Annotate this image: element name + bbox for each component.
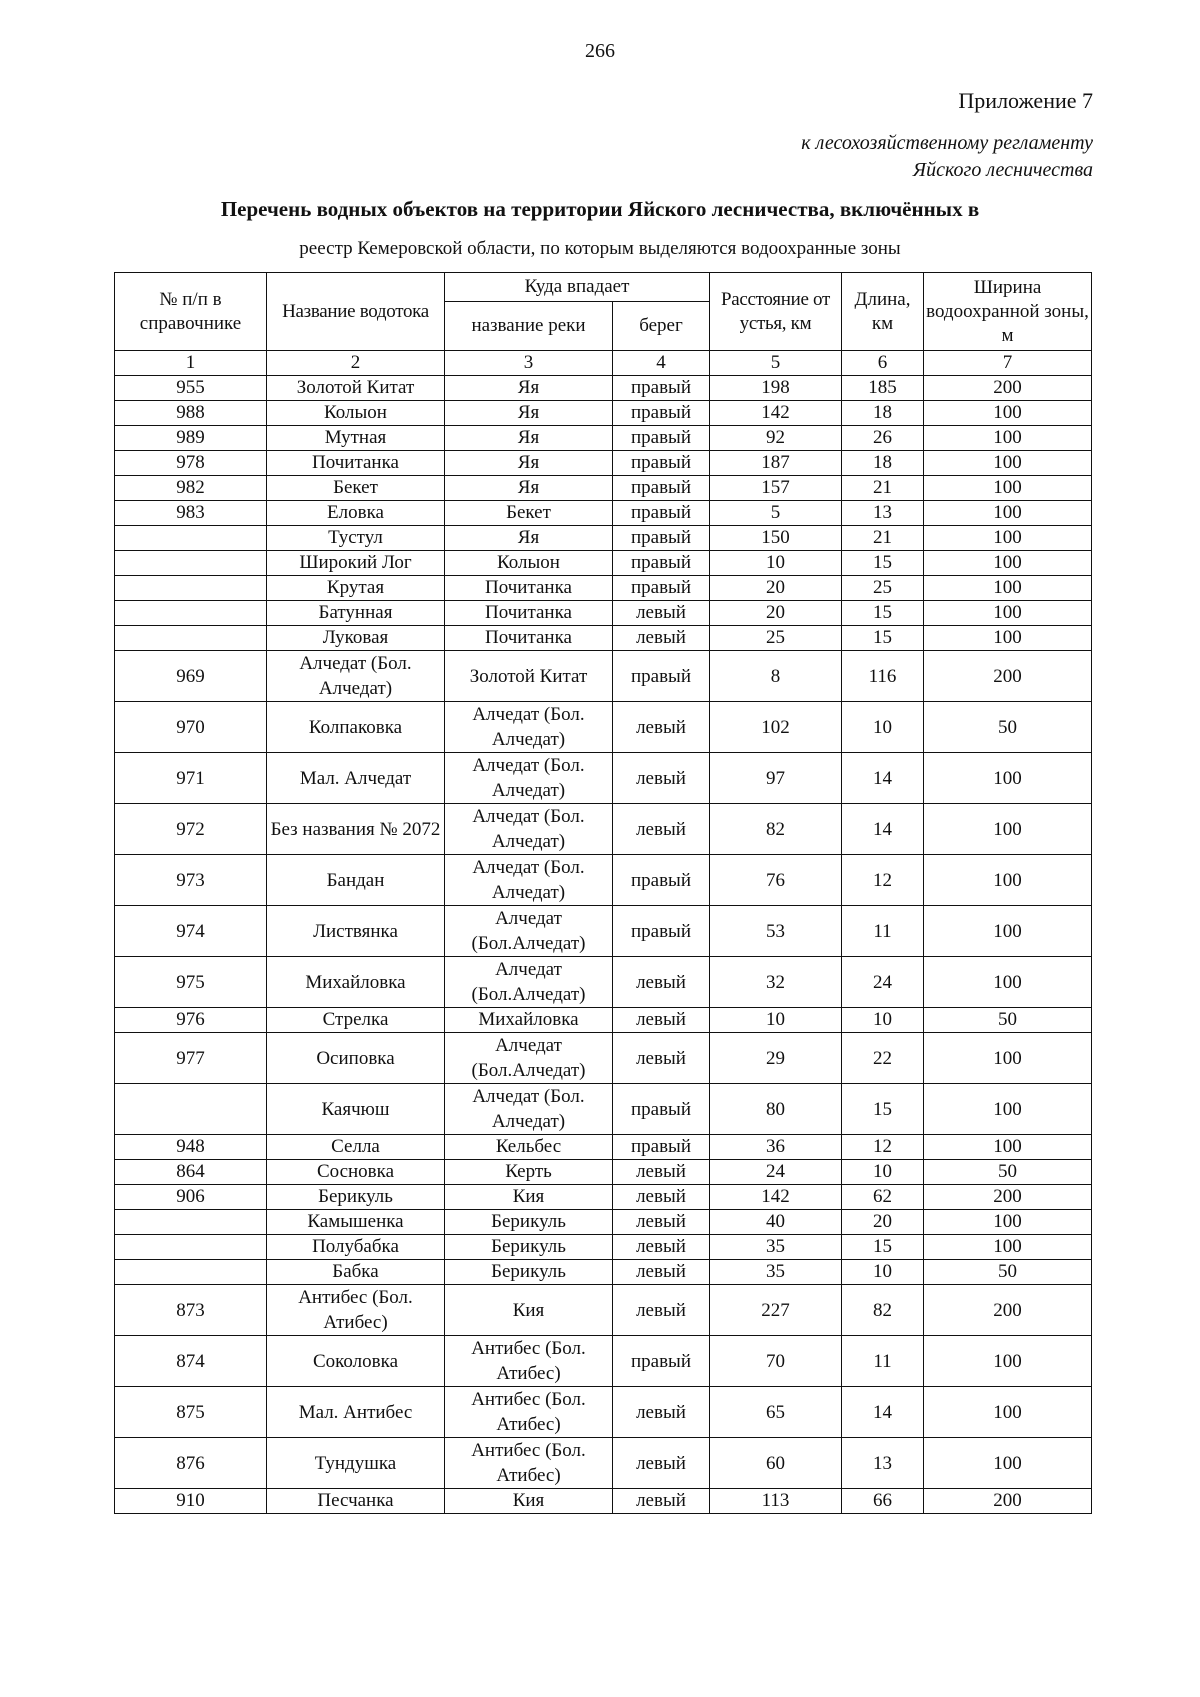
cell-bank: левый — [613, 1185, 710, 1210]
cell-zone-width: 100 — [924, 1033, 1092, 1084]
cell-name: Каячюш — [267, 1084, 445, 1135]
cell-zone-width: 100 — [924, 855, 1092, 906]
cell-name: Мал. Антибес — [267, 1387, 445, 1438]
cell-name: Селла — [267, 1135, 445, 1160]
cell-number: 972 — [115, 804, 267, 855]
cell-length: 15 — [842, 1084, 924, 1135]
cell-bank: левый — [613, 804, 710, 855]
table-row — [115, 1260, 1092, 1285]
cell-distance: 227 — [710, 1285, 842, 1336]
table-row — [115, 1336, 1092, 1387]
cell-number: 982 — [115, 476, 267, 501]
cell-bank: левый — [613, 1008, 710, 1033]
cell-length: 24 — [842, 957, 924, 1008]
cell-distance: 35 — [710, 1260, 842, 1285]
table-row — [115, 855, 1092, 906]
cell-bank: правый — [613, 1336, 710, 1387]
cell-zone-width: 200 — [924, 1489, 1092, 1514]
cell-river: Яя — [445, 401, 613, 426]
cell-river: Антибес (Бол. Атибес) — [445, 1336, 613, 1387]
cell-name: Камышенка — [267, 1210, 445, 1235]
regulation-line-1: к лесохозяйственному регламенту — [801, 132, 1093, 154]
cell-bank: правый — [613, 1135, 710, 1160]
cell-name: Листвянка — [267, 906, 445, 957]
table-row — [115, 1387, 1092, 1438]
cell-length: 15 — [842, 551, 924, 576]
water-bodies-table — [114, 272, 1092, 1514]
cell-river: Кия — [445, 1285, 613, 1336]
cell-distance: 10 — [710, 551, 842, 576]
cell-zone-width: 100 — [924, 1135, 1092, 1160]
cell-bank: правый — [613, 651, 710, 702]
cell-bank: правый — [613, 426, 710, 451]
cell-zone-width: 100 — [924, 1210, 1092, 1235]
cell-name: Колыон — [267, 401, 445, 426]
cell-zone-width: 100 — [924, 601, 1092, 626]
table-row — [115, 376, 1092, 401]
cell-length: 18 — [842, 401, 924, 426]
column-number: 7 — [924, 351, 1092, 376]
cell-bank: левый — [613, 1260, 710, 1285]
cell-name: Мутная — [267, 426, 445, 451]
cell-name: Золотой Китат — [267, 376, 445, 401]
cell-zone-width: 100 — [924, 957, 1092, 1008]
table-row — [115, 1160, 1092, 1185]
cell-distance: 8 — [710, 651, 842, 702]
cell-river: Кия — [445, 1185, 613, 1210]
column-number: 3 — [445, 351, 613, 376]
cell-zone-width: 100 — [924, 804, 1092, 855]
cell-distance: 187 — [710, 451, 842, 476]
cell-number: 875 — [115, 1387, 267, 1438]
cell-length: 82 — [842, 1285, 924, 1336]
cell-zone-width: 200 — [924, 651, 1092, 702]
cell-name: Тустул — [267, 526, 445, 551]
cell-number: 948 — [115, 1135, 267, 1160]
cell-number — [115, 1260, 267, 1285]
table-row — [115, 1084, 1092, 1135]
regulation-reference — [801, 130, 1093, 184]
cell-bank: левый — [613, 957, 710, 1008]
cell-distance: 40 — [710, 1210, 842, 1235]
cell-number: 974 — [115, 906, 267, 957]
cell-name: Тундушка — [267, 1438, 445, 1489]
cell-distance: 10 — [710, 1008, 842, 1033]
cell-river: Яя — [445, 426, 613, 451]
cell-length: 66 — [842, 1489, 924, 1514]
header-name: Название водотока — [267, 273, 445, 351]
cell-length: 13 — [842, 1438, 924, 1489]
table-row — [115, 426, 1092, 451]
header-zone-width: Ширина водоохранной зоны, м — [924, 273, 1092, 351]
cell-distance: 198 — [710, 376, 842, 401]
cell-river: Колыон — [445, 551, 613, 576]
cell-bank: правый — [613, 476, 710, 501]
cell-number — [115, 576, 267, 601]
cell-bank: левый — [613, 1210, 710, 1235]
cell-number — [115, 551, 267, 576]
cell-length: 25 — [842, 576, 924, 601]
cell-name: Берикуль — [267, 1185, 445, 1210]
cell-distance: 36 — [710, 1135, 842, 1160]
table-row — [115, 551, 1092, 576]
cell-number: 989 — [115, 426, 267, 451]
cell-distance: 35 — [710, 1235, 842, 1260]
cell-length: 26 — [842, 426, 924, 451]
cell-distance: 32 — [710, 957, 842, 1008]
cell-number: 988 — [115, 401, 267, 426]
cell-zone-width: 100 — [924, 401, 1092, 426]
cell-distance: 60 — [710, 1438, 842, 1489]
cell-bank: левый — [613, 1387, 710, 1438]
cell-distance: 142 — [710, 1185, 842, 1210]
column-numbers-row — [115, 351, 1092, 376]
column-number: 4 — [613, 351, 710, 376]
cell-name: Без названия № 2072 — [267, 804, 445, 855]
cell-river: Алчедат (Бол.Алчедат) — [445, 957, 613, 1008]
cell-zone-width: 200 — [924, 1285, 1092, 1336]
cell-bank: правый — [613, 401, 710, 426]
cell-distance: 82 — [710, 804, 842, 855]
cell-name: Антибес (Бол. Атибес) — [267, 1285, 445, 1336]
cell-river: Алчедат (Бол. Алчедат) — [445, 753, 613, 804]
cell-number: 975 — [115, 957, 267, 1008]
cell-bank: левый — [613, 1489, 710, 1514]
cell-distance: 113 — [710, 1489, 842, 1514]
cell-bank: левый — [613, 1160, 710, 1185]
cell-river: Кельбес — [445, 1135, 613, 1160]
cell-length: 10 — [842, 1008, 924, 1033]
cell-zone-width: 100 — [924, 476, 1092, 501]
cell-name: Крутая — [267, 576, 445, 601]
table-row — [115, 651, 1092, 702]
cell-zone-width: 100 — [924, 501, 1092, 526]
cell-bank: правый — [613, 576, 710, 601]
cell-river: Яя — [445, 376, 613, 401]
table-row — [115, 1185, 1092, 1210]
cell-river: Алчедат (Бол. Алчедат) — [445, 855, 613, 906]
cell-bank: левый — [613, 753, 710, 804]
cell-zone-width: 50 — [924, 1008, 1092, 1033]
cell-distance: 20 — [710, 576, 842, 601]
cell-number: 983 — [115, 501, 267, 526]
document-title: Перечень водных объектов на территории Яйского лесничества, включённых в — [220, 197, 980, 221]
cell-zone-width: 100 — [924, 576, 1092, 601]
table-row — [115, 601, 1092, 626]
cell-number — [115, 626, 267, 651]
cell-zone-width: 100 — [924, 551, 1092, 576]
cell-length: 12 — [842, 855, 924, 906]
cell-length: 185 — [842, 376, 924, 401]
cell-number: 977 — [115, 1033, 267, 1084]
cell-river: Алчедат (Бол.Алчедат) — [445, 1033, 613, 1084]
cell-number: 874 — [115, 1336, 267, 1387]
cell-zone-width: 100 — [924, 451, 1092, 476]
cell-length: 62 — [842, 1185, 924, 1210]
cell-river: Берикуль — [445, 1260, 613, 1285]
column-number: 1 — [115, 351, 267, 376]
cell-name: Батунная — [267, 601, 445, 626]
cell-number: 978 — [115, 451, 267, 476]
cell-zone-width: 100 — [924, 906, 1092, 957]
cell-number: 973 — [115, 855, 267, 906]
table-row — [115, 906, 1092, 957]
table-row — [115, 501, 1092, 526]
cell-name: Колпаковка — [267, 702, 445, 753]
cell-name: Бандан — [267, 855, 445, 906]
cell-distance: 29 — [710, 1033, 842, 1084]
cell-name: Михайловка — [267, 957, 445, 1008]
header-bank: берег — [613, 302, 710, 351]
cell-distance: 76 — [710, 855, 842, 906]
cell-length: 14 — [842, 753, 924, 804]
cell-distance: 5 — [710, 501, 842, 526]
cell-river: Яя — [445, 526, 613, 551]
cell-river: Яя — [445, 451, 613, 476]
cell-river: Алчедат (Бол.Алчедат) — [445, 906, 613, 957]
cell-number: 955 — [115, 376, 267, 401]
page-number: 266 — [585, 40, 615, 62]
cell-name: Мал. Алчедат — [267, 753, 445, 804]
cell-river: Алчедат (Бол. Алчедат) — [445, 702, 613, 753]
cell-name: Стрелка — [267, 1008, 445, 1033]
cell-length: 10 — [842, 1260, 924, 1285]
cell-bank: правый — [613, 376, 710, 401]
table-row — [115, 476, 1092, 501]
cell-bank: правый — [613, 501, 710, 526]
cell-number — [115, 1235, 267, 1260]
table-row — [115, 1210, 1092, 1235]
regulation-line-2: Яйского лесничества — [912, 159, 1093, 181]
table-row — [115, 1135, 1092, 1160]
cell-number — [115, 1084, 267, 1135]
cell-distance: 80 — [710, 1084, 842, 1135]
cell-length: 15 — [842, 626, 924, 651]
cell-length: 18 — [842, 451, 924, 476]
cell-river: Почитанка — [445, 626, 613, 651]
cell-distance: 142 — [710, 401, 842, 426]
cell-distance: 25 — [710, 626, 842, 651]
cell-bank: правый — [613, 526, 710, 551]
table-row — [115, 576, 1092, 601]
cell-river: Золотой Китат — [445, 651, 613, 702]
cell-bank: правый — [613, 1084, 710, 1135]
cell-length: 21 — [842, 526, 924, 551]
table-row — [115, 401, 1092, 426]
cell-river: Михайловка — [445, 1008, 613, 1033]
cell-river: Берикуль — [445, 1235, 613, 1260]
cell-number: 864 — [115, 1160, 267, 1185]
table-row — [115, 1008, 1092, 1033]
cell-number: 976 — [115, 1008, 267, 1033]
header-distance: Расстояние от устья, км — [710, 273, 842, 351]
cell-zone-width: 200 — [924, 1185, 1092, 1210]
cell-number: 906 — [115, 1185, 267, 1210]
cell-distance: 24 — [710, 1160, 842, 1185]
cell-distance: 92 — [710, 426, 842, 451]
table-row — [115, 1235, 1092, 1260]
cell-number — [115, 1210, 267, 1235]
table-body — [115, 376, 1092, 1514]
table-row — [115, 626, 1092, 651]
cell-name: Осиповка — [267, 1033, 445, 1084]
cell-river: Берикуль — [445, 1210, 613, 1235]
column-number: 2 — [267, 351, 445, 376]
table-row — [115, 1489, 1092, 1514]
cell-length: 11 — [842, 906, 924, 957]
cell-river: Яя — [445, 476, 613, 501]
cell-distance: 97 — [710, 753, 842, 804]
cell-number — [115, 601, 267, 626]
cell-length: 15 — [842, 1235, 924, 1260]
cell-name: Алчедат (Бол. Алчедат) — [267, 651, 445, 702]
header-number: № п/п в справочнике — [115, 273, 267, 351]
cell-zone-width: 100 — [924, 753, 1092, 804]
cell-name: Еловка — [267, 501, 445, 526]
cell-length: 14 — [842, 804, 924, 855]
column-number: 5 — [710, 351, 842, 376]
cell-name: Луковая — [267, 626, 445, 651]
cell-distance: 102 — [710, 702, 842, 753]
document-subtitle: реестр Кемеровской области, по которым выделяются водоохранные зоны — [299, 238, 901, 259]
cell-zone-width: 100 — [924, 1084, 1092, 1135]
cell-number: 970 — [115, 702, 267, 753]
cell-zone-width: 50 — [924, 702, 1092, 753]
table-row — [115, 1285, 1092, 1336]
cell-river: Почитанка — [445, 576, 613, 601]
cell-river: Алчедат (Бол. Алчедат) — [445, 804, 613, 855]
table-row — [115, 804, 1092, 855]
cell-river: Почитанка — [445, 601, 613, 626]
cell-zone-width: 100 — [924, 1438, 1092, 1489]
cell-distance: 150 — [710, 526, 842, 551]
cell-bank: левый — [613, 601, 710, 626]
cell-number: 876 — [115, 1438, 267, 1489]
cell-river: Бекет — [445, 501, 613, 526]
cell-length: 15 — [842, 601, 924, 626]
cell-zone-width: 100 — [924, 1235, 1092, 1260]
table-row — [115, 526, 1092, 551]
cell-name: Сосновка — [267, 1160, 445, 1185]
cell-river: Антибес (Бол. Атибес) — [445, 1438, 613, 1489]
cell-zone-width: 200 — [924, 376, 1092, 401]
cell-name: Широкий Лог — [267, 551, 445, 576]
cell-distance: 157 — [710, 476, 842, 501]
cell-name: Соколовка — [267, 1336, 445, 1387]
cell-zone-width: 100 — [924, 626, 1092, 651]
cell-bank: правый — [613, 855, 710, 906]
cell-length: 20 — [842, 1210, 924, 1235]
table-row — [115, 702, 1092, 753]
cell-name: Полубабка — [267, 1235, 445, 1260]
cell-bank: правый — [613, 551, 710, 576]
table-row — [115, 1033, 1092, 1084]
cell-zone-width: 100 — [924, 426, 1092, 451]
cell-number: 971 — [115, 753, 267, 804]
cell-length: 13 — [842, 501, 924, 526]
cell-bank: левый — [613, 1285, 710, 1336]
cell-bank: левый — [613, 702, 710, 753]
cell-name: Почитанка — [267, 451, 445, 476]
header-inflow: Куда впадает — [445, 273, 710, 302]
cell-river: Антибес (Бол. Атибес) — [445, 1387, 613, 1438]
header-river: название реки — [445, 302, 613, 351]
cell-river: Керть — [445, 1160, 613, 1185]
cell-name: Бабка — [267, 1260, 445, 1285]
cell-distance: 53 — [710, 906, 842, 957]
cell-bank: левый — [613, 626, 710, 651]
cell-zone-width: 100 — [924, 1336, 1092, 1387]
cell-name: Бекет — [267, 476, 445, 501]
cell-bank: левый — [613, 1438, 710, 1489]
cell-zone-width: 50 — [924, 1160, 1092, 1185]
cell-distance: 70 — [710, 1336, 842, 1387]
cell-number: 969 — [115, 651, 267, 702]
table-row — [115, 957, 1092, 1008]
cell-river: Алчедат (Бол. Алчедат) — [445, 1084, 613, 1135]
cell-bank: левый — [613, 1033, 710, 1084]
cell-length: 116 — [842, 651, 924, 702]
table-row — [115, 1438, 1092, 1489]
cell-number: 910 — [115, 1489, 267, 1514]
table-row — [115, 451, 1092, 476]
header-length: Длина, км — [842, 273, 924, 351]
cell-length: 12 — [842, 1135, 924, 1160]
cell-number: 873 — [115, 1285, 267, 1336]
cell-distance: 65 — [710, 1387, 842, 1438]
cell-bank: правый — [613, 451, 710, 476]
cell-river: Кия — [445, 1489, 613, 1514]
cell-length: 11 — [842, 1336, 924, 1387]
cell-length: 14 — [842, 1387, 924, 1438]
cell-number — [115, 526, 267, 551]
cell-distance: 20 — [710, 601, 842, 626]
cell-name: Песчанка — [267, 1489, 445, 1514]
column-number: 6 — [842, 351, 924, 376]
cell-length: 10 — [842, 702, 924, 753]
cell-zone-width: 100 — [924, 526, 1092, 551]
cell-length: 10 — [842, 1160, 924, 1185]
cell-length: 22 — [842, 1033, 924, 1084]
appendix-label: Приложение 7 — [958, 88, 1093, 113]
cell-zone-width: 100 — [924, 1387, 1092, 1438]
cell-length: 21 — [842, 476, 924, 501]
cell-zone-width: 50 — [924, 1260, 1092, 1285]
cell-bank: правый — [613, 906, 710, 957]
cell-bank: левый — [613, 1235, 710, 1260]
table-row — [115, 753, 1092, 804]
